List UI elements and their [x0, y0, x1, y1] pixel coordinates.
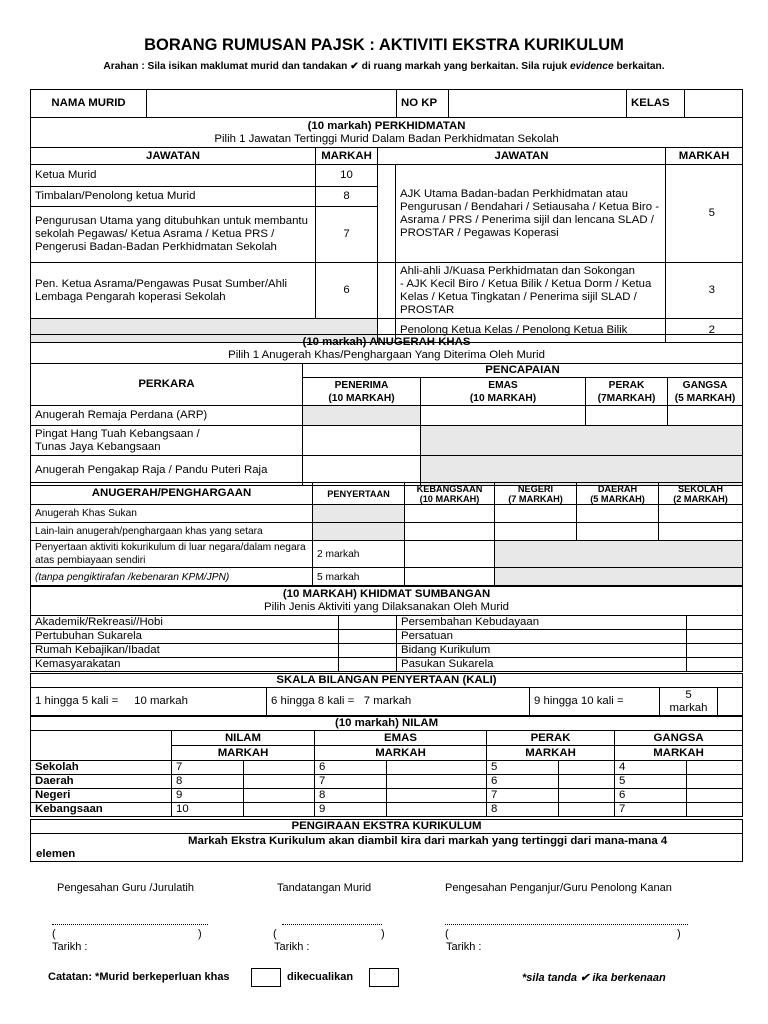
cell-lain-sekolah[interactable] [659, 523, 743, 541]
col-nilam-gangsa: GANGSA [615, 731, 743, 746]
catatan-note-prefix: *sila tanda [522, 972, 578, 984]
nilam-row-sekolah: Sekolah [31, 761, 172, 775]
markah-pen-ketua-asrama[interactable]: 6 [316, 263, 378, 319]
sig-murid-open: ( [273, 928, 277, 940]
markah-nilam: MARKAH [172, 746, 315, 761]
sig-murid-close: ) [381, 928, 385, 940]
cell-gangsa-arp[interactable] [668, 406, 743, 426]
jawatan-ajk-utama: AJK Utama Badan-badan Perkhidmatan atau Pengurusan / Bendahari / Setiausaha / Ketua Biro - Asrama / PRS / Penerima sijil dan lencana SLAD / PROSTAR / Pegawas Koperasi [396, 165, 666, 263]
instruction [0, 61, 768, 72]
col-markah-right: MARKAH [666, 148, 743, 165]
check-rumah-kebajikan[interactable] [339, 644, 397, 658]
cell [421, 426, 743, 456]
markah-ajk-utama-value: 5 [682, 165, 743, 263]
khidmat-pasukan-sukarela: Pasukan Sukarela [397, 658, 687, 672]
pengiraan-table [30, 819, 743, 862]
tick-icon: ✔ [350, 61, 359, 72]
nilam-val: 6 [615, 789, 687, 803]
check-cell[interactable] [387, 775, 487, 789]
skala-1-5-value: 10 markah [134, 695, 188, 707]
col-penyertaan: PENYERTAAN [313, 483, 405, 505]
cell-emas-arp[interactable] [421, 406, 586, 426]
anugerah-pingat-hang-tuah: Pingat Hang Tuah Kebangsaan / Tunas Jaya Kebangsaan [31, 426, 303, 456]
cell-penerima-pingat[interactable] [303, 426, 421, 456]
kelas-field[interactable] [685, 90, 743, 118]
jawatan-pen-ketua-asrama: Pen. Ketua Asrama/Pengawas Pusat Sumber/Ahli Lembaga Pengarah koperasi Sekolah [31, 263, 316, 319]
catatan-khas-checkbox[interactable] [251, 968, 281, 987]
check-cell[interactable] [244, 775, 315, 789]
khidmat-header [31, 586, 743, 616]
sig-penganjur-tarikh: Tarikh : [446, 941, 482, 953]
col-jawatan-right: JAWATAN [378, 148, 666, 165]
col-daerah: DAERAH (5 MARKAH) [577, 483, 659, 505]
penyertaan-luar-negara: Penyertaan aktiviti kokurikulum di luar negara/dalam negara atas pembiayaan sendiri [31, 541, 313, 568]
markah-ahli-jkuasa-value: 3 [682, 263, 743, 319]
sig-penganjur-open: ( [445, 928, 449, 940]
anugerah-arp: Anugerah Remaja Perdana (ARP) [31, 406, 303, 426]
perkhidmatan-title: (10 markah) PERKHIDMATAN [307, 119, 466, 132]
skala-6-8-value: 7 markah [363, 695, 412, 707]
penyertaan-markah: 2 markah [313, 541, 405, 568]
nilam-val: 10 [172, 803, 244, 817]
anugerah-title: (10 markah) ANUGERAH KHAS [302, 336, 471, 348]
khidmat-persatuan: Persatuan [397, 630, 687, 644]
check-persatuan[interactable] [687, 630, 743, 644]
khidmat-pertubuhan: Pertubuhan Sukarela [31, 630, 339, 644]
sig-guru-tarikh: Tarikh : [52, 941, 88, 953]
col-penerima: PENERIMA (10 MARKAH) [303, 378, 421, 406]
anugerah-pengakap-raja: Anugerah Pengakap Raja / Pandu Puteri Raja [31, 456, 303, 486]
khidmat-akademik: Akademik/Rekreasi//Hobi [31, 616, 339, 630]
nilam-val: 7 [487, 789, 559, 803]
col-markah-left: MARKAH [316, 148, 378, 165]
jawatan-penolong-ketua-kelas: Penolong Ketua Kelas / Penolong Ketua Bilik [396, 319, 666, 343]
cell [313, 523, 405, 541]
cell-lain-kebangsaan[interactable] [405, 523, 495, 541]
check-cell[interactable] [378, 165, 396, 263]
sig-penganjur-label: Pengesahan Penganjur/Guru Penolong Kanan [445, 882, 672, 894]
skala-title: SKALA BILANGAN PENYERTAAN (KALI) [31, 674, 743, 688]
check-cell[interactable] [687, 761, 743, 775]
perkhidmatan-header [31, 118, 743, 148]
no-kp-label: NO KP [397, 90, 449, 118]
nilam-val: 9 [315, 803, 387, 817]
perkhidmatan-table [30, 117, 743, 343]
check-cell[interactable] [387, 761, 487, 775]
skala-9-10-value: 5 markah [660, 688, 718, 716]
nilam-val: 9 [172, 789, 244, 803]
check-cell[interactable] [687, 775, 743, 789]
check-skala-9-10[interactable] [718, 688, 743, 716]
nilam-corner [31, 731, 172, 761]
cell-tanpa-check[interactable] [405, 568, 495, 587]
check-cell[interactable] [387, 789, 487, 803]
check-pasukan-sukarela[interactable] [687, 658, 743, 672]
col-kebangsaan: KEBANGSAAN (10 MARKAH) [405, 483, 495, 505]
instruction-part2: di ruang markah yang berkaitan. Sila rujuk [361, 61, 568, 72]
student-info-table [30, 89, 743, 118]
cell-perak-arp[interactable] [586, 406, 668, 426]
col-nilam: NILAM [172, 731, 315, 746]
markah-ajk-utama[interactable] [666, 165, 682, 263]
markah-pengurusan-utama[interactable]: 7 [316, 207, 378, 263]
cell [313, 505, 405, 523]
khidmat-title: (10 MARKAH) KHIDMAT SUMBANGAN [282, 587, 491, 600]
nilam-val: 7 [615, 803, 687, 817]
kelas-label: KELAS [627, 90, 685, 118]
catatan-note [522, 971, 666, 984]
instruction-part1: Arahan : Sila isikan maklumat murid dan tandakan [103, 61, 348, 72]
nilam-val: 8 [315, 789, 387, 803]
check-cell[interactable] [244, 761, 315, 775]
check-cell[interactable] [559, 803, 615, 817]
markah-timbalan[interactable]: 8 [316, 187, 378, 207]
sig-guru-open: ( [52, 928, 56, 940]
col-sekolah: SEKOLAH (2 MARKAH) [659, 483, 743, 505]
col-gangsa: GANGSA (5 MARKAH) [668, 378, 743, 406]
khidmat-bidang-kurikulum: Bidang Kurikulum [397, 644, 687, 658]
col-emas: EMAS (10 MARKAH) [421, 378, 586, 406]
markah-gangsa: MARKAH [615, 746, 743, 761]
check-cell[interactable] [687, 789, 743, 803]
col-perkara: PERKARA [31, 364, 303, 406]
sig-guru-line[interactable] [52, 924, 208, 925]
markah-perak: MARKAH [487, 746, 615, 761]
check-bidang-kurikulum[interactable] [687, 644, 743, 658]
nama-murid-field[interactable] [147, 90, 397, 118]
sig-murid-label: Tandatangan Murid [277, 882, 372, 894]
skala-1-5[interactable] [31, 688, 267, 716]
sig-penganjur-close: ) [677, 928, 681, 940]
tanpa-markah: 5 markah [313, 568, 405, 587]
skala-1-5-label: 1 hingga 5 kali = [35, 695, 119, 707]
cell [495, 541, 743, 568]
nilam-title: (10 markah) NILAM [31, 717, 743, 731]
nilam-row-kebangsaan: Kebangsaan [31, 803, 172, 817]
khidmat-rumah-kebajikan: Rumah Kebajikan/Ibadat [31, 644, 339, 658]
jawatan-ahli-jkuasa: Ahli-ahli J/Kuasa Perkhidmatan dan Sokongan - AJK Kecil Biro / Ketua Bilik / Ketua Dorm / Ketua Kelas / Ketua Tingkatan / Penerima sijil SLAD / PROSTAR [396, 263, 666, 319]
check-cell[interactable] [559, 775, 615, 789]
col-jawatan-left: JAWATAN [31, 148, 316, 165]
cell-lain-daerah[interactable] [577, 523, 659, 541]
sig-murid-tarikh: Tarikh : [274, 941, 310, 953]
catatan-dikecualikan: dikecualikan [287, 971, 354, 983]
catatan-label: Catatan: *Murid berkeperluan khas [48, 971, 230, 983]
form-title: BORANG RUMUSAN PAJSK : AKTIVITI EKSTRA KURIKULUM [144, 36, 624, 54]
nilam-val: 6 [315, 761, 387, 775]
instruction-part3: berkaitan. [616, 61, 665, 72]
check-cell[interactable] [244, 789, 315, 803]
nama-murid-label: NAMA MURID [31, 90, 147, 118]
check-cell[interactable] [378, 263, 396, 319]
check-akademik[interactable] [339, 616, 397, 630]
nilam-val: 4 [615, 761, 687, 775]
cell-sukan-sekolah[interactable] [659, 505, 743, 523]
khidmat-kemasyarakatan: Kemasyarakatan [31, 658, 339, 672]
no-kp-field[interactable] [449, 90, 627, 118]
nilam-val: 7 [315, 775, 387, 789]
check-cell[interactable] [559, 789, 615, 803]
jawatan-ketua-murid: Ketua Murid [31, 165, 316, 187]
col-pencapaian: PENCAPAIAN [303, 364, 743, 378]
col-anugerah-penghargaan: ANUGERAH/PENGHARGAAN [31, 483, 313, 505]
check-kemasyarakatan[interactable] [339, 658, 397, 672]
check-cell[interactable] [687, 803, 743, 817]
sig-guru-close: ) [198, 928, 202, 940]
anugerah-lain-lain: Lain-lain anugerah/penghargaan khas yang setara [31, 523, 313, 541]
nilam-val: 7 [172, 761, 244, 775]
nilam-val: 5 [487, 761, 559, 775]
check-cell[interactable] [559, 761, 615, 775]
check-cell[interactable] [387, 803, 487, 817]
pengiraan-text [31, 834, 743, 862]
nilam-val: 8 [487, 803, 559, 817]
skala-6-8[interactable] [267, 688, 530, 716]
instruction-evidence: evidence [570, 61, 614, 72]
perkhidmatan-subtitle: Pilih 1 Jawatan Tertinggi Murid Dalam Badan Perkhidmatan Sekolah [214, 132, 559, 145]
anugerah-penghargaan-table [30, 482, 743, 587]
cell-penyertaan-check[interactable] [405, 541, 495, 568]
cell [421, 456, 743, 486]
tanpa-pengiktirafan: (tanpa pengiktirafan /kebenaran KPM/JPN) [31, 568, 313, 587]
khidmat-subtitle: Pilih Jenis Aktiviti yang Dilaksanakan Oleh Murid [264, 600, 510, 613]
markah-penolong-value: 2 [682, 319, 743, 343]
cell [495, 568, 743, 587]
anugerah-subtitle: Pilih 1 Anugerah Khas/Penghargaan Yang Diterima Oleh Murid [228, 349, 545, 361]
khidmat-table [30, 585, 743, 672]
nilam-val: 8 [172, 775, 244, 789]
cell-sukan-daerah[interactable] [577, 505, 659, 523]
nilam-row-negeri: Negeri [31, 789, 172, 803]
check-cell[interactable] [244, 803, 315, 817]
nilam-val: 5 [615, 775, 687, 789]
catatan-dikecualikan-checkbox[interactable] [369, 968, 399, 987]
anugerah-header [31, 335, 743, 364]
sig-penganjur-line[interactable] [445, 924, 688, 925]
col-nilam-emas: EMAS [315, 731, 487, 746]
cell-sukan-negeri[interactable] [495, 505, 577, 523]
pengiraan-title: PENGIRAAN EKSTRA KURIKULUM [31, 820, 743, 834]
col-negeri: NEGERI (7 MARKAH) [495, 483, 577, 505]
cell-penerima-pengakap[interactable] [303, 456, 421, 486]
sig-guru-label: Pengesahan Guru /Jurulatih [57, 882, 194, 894]
markah-emas: MARKAH [315, 746, 487, 761]
check-pertubuhan[interactable] [339, 630, 397, 644]
markah-ketua-murid[interactable]: 10 [316, 165, 378, 187]
skala-9-10-label: 9 hingga 10 kali = [530, 688, 660, 716]
skala-6-8-label: 6 hingga 8 kali = [271, 695, 355, 707]
pengiraan-line1: Markah Ekstra Kurikulum akan diambil kira dari markah yang tertinggi dari mana-mana 4 [188, 834, 668, 847]
nilam-val: 6 [487, 775, 559, 789]
khidmat-persembahan: Persembahan Kebudayaan [397, 616, 687, 630]
cell-sukan-kebangsaan[interactable] [405, 505, 495, 523]
markah-ahli-jkuasa[interactable] [666, 263, 682, 319]
check-persembahan[interactable] [687, 616, 743, 630]
anugerah-table [30, 334, 743, 486]
nilam-row-daerah: Daerah [31, 775, 172, 789]
sig-murid-line[interactable] [282, 924, 382, 925]
cell [303, 406, 421, 426]
nilam-table [30, 716, 743, 817]
anugerah-khas-sukan: Anugerah Khas Sukan [31, 505, 313, 523]
col-perak: PERAK (7MARKAH) [586, 378, 668, 406]
skala-table [30, 673, 743, 716]
pengiraan-line2: elemen [36, 847, 76, 860]
catatan-note-suffix: ika berkenaan [592, 972, 666, 984]
tick-icon: ✔ [580, 972, 590, 984]
jawatan-pengurusan-utama: Pengurusan Utama yang ditubuhkan untuk membantu sekolah Pegawas/ Ketua Asrama / Ketua PRS / Pengerusi Badan-Badan Perkhidmatan Sekolah [31, 207, 316, 263]
cell-lain-negeri[interactable] [495, 523, 577, 541]
col-nilam-perak: PERAK [487, 731, 615, 746]
jawatan-timbalan: Timbalan/Penolong ketua Murid [31, 187, 316, 207]
